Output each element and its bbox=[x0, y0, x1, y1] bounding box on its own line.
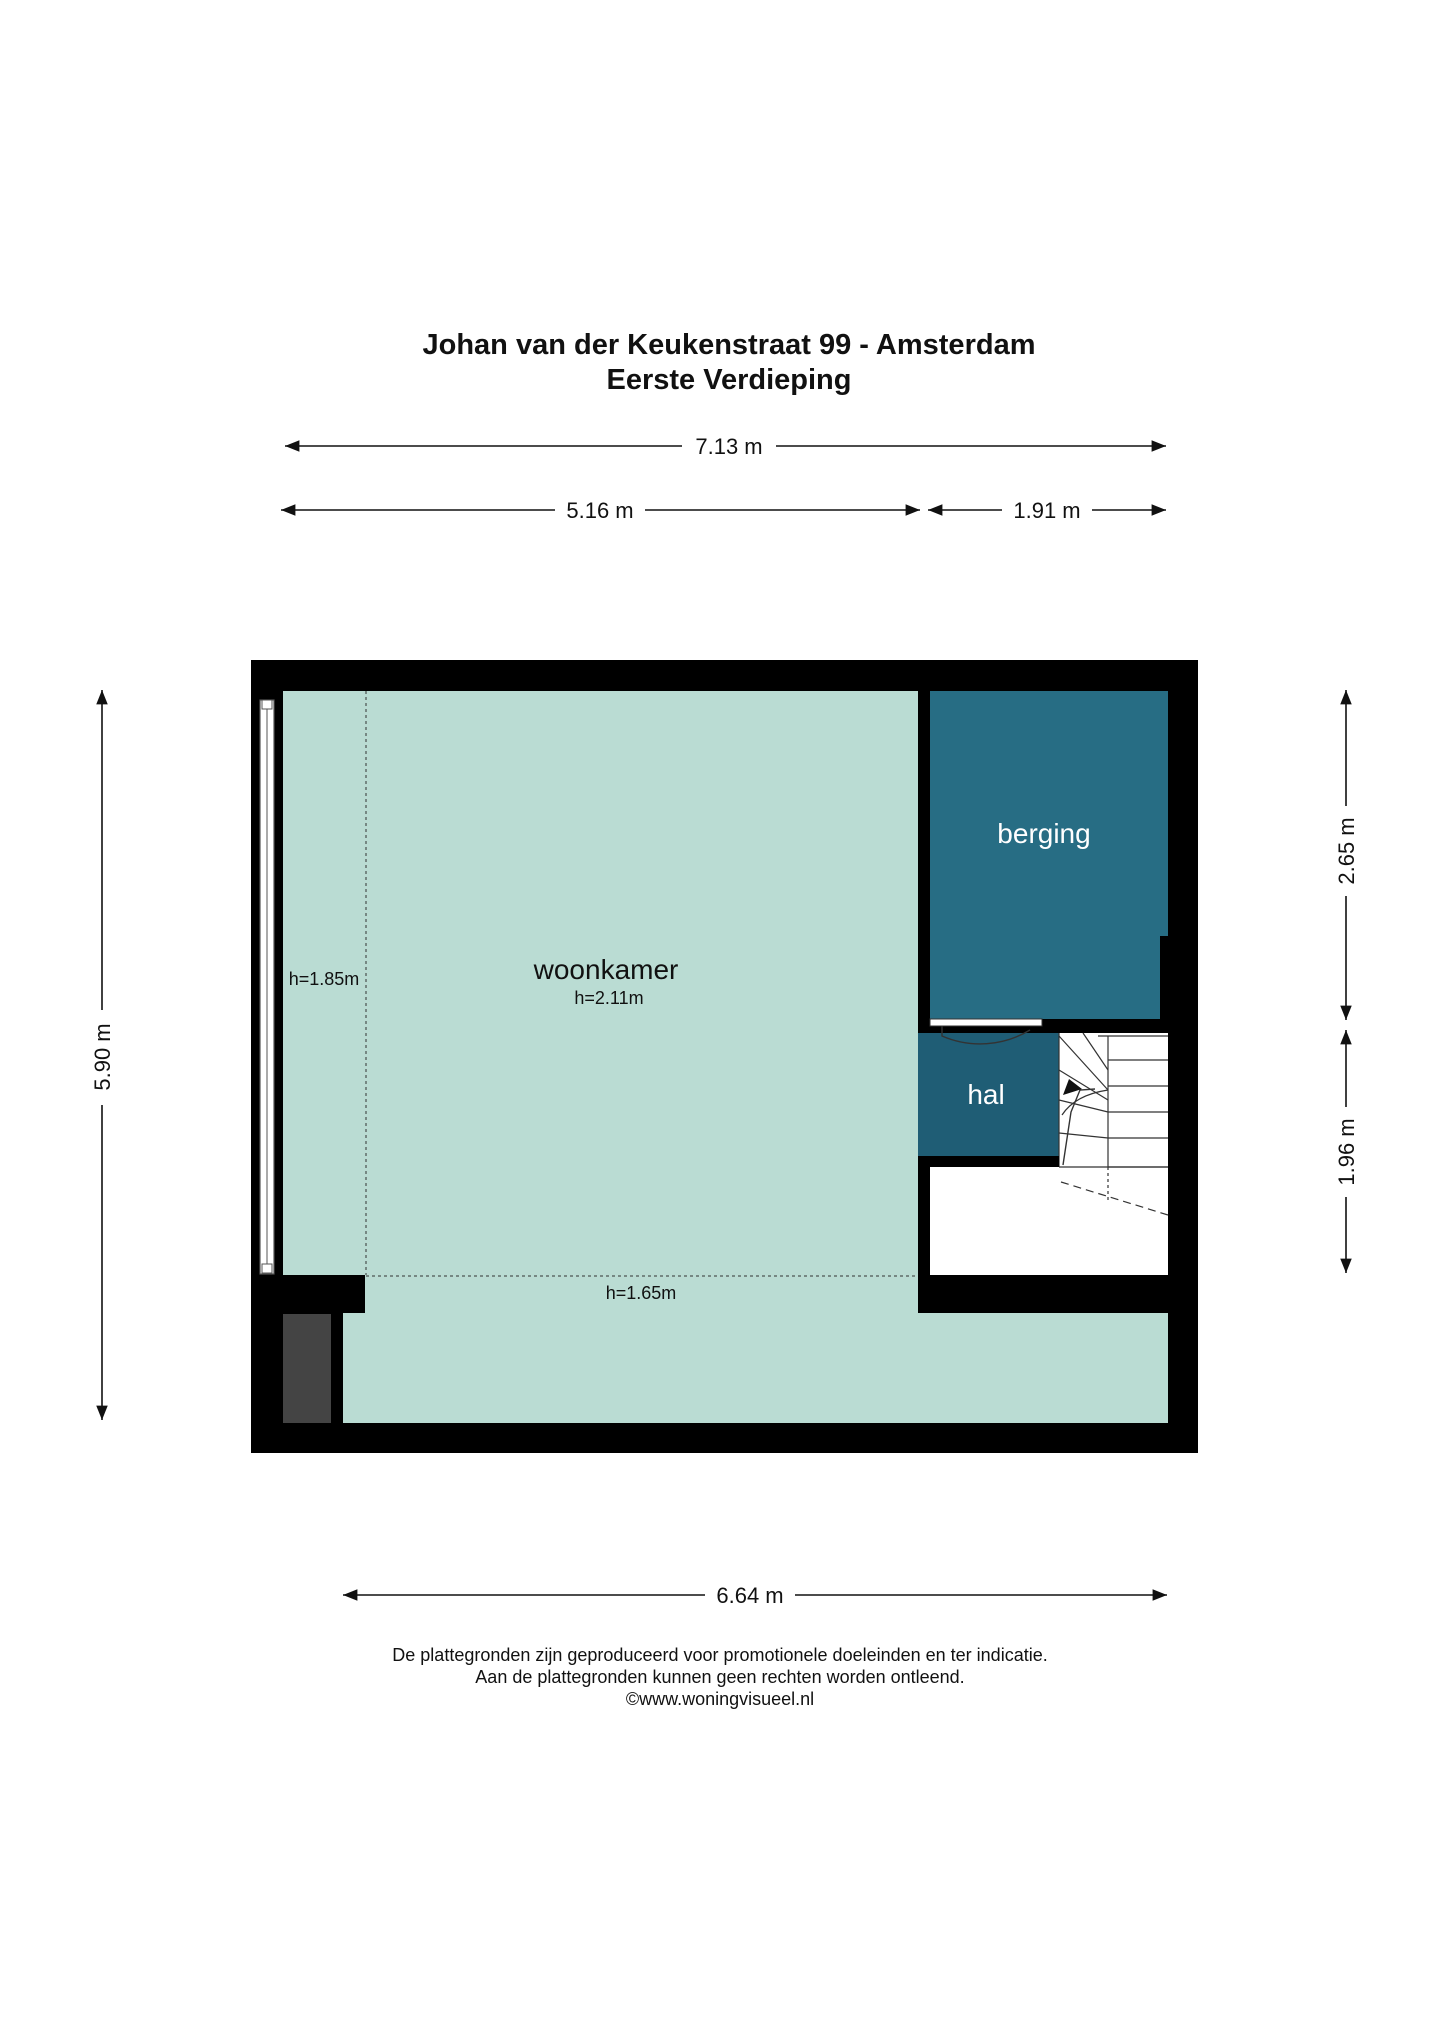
disclaimer-line-2: Aan de plattegronden kunnen geen rechten worden ontleend. bbox=[475, 1667, 965, 1687]
dimension-total-height bbox=[90, 690, 115, 1420]
dimension-left-width bbox=[281, 498, 920, 523]
hal-label: hal bbox=[967, 1079, 1005, 1110]
window-left bbox=[260, 700, 274, 1274]
disclaimer-line-1: De plattegronden zijn geproduceerd voor promotionele doeleinden en ter indicatie. bbox=[392, 1645, 1048, 1665]
bottom-width-label: 6.64 m bbox=[716, 1583, 784, 1608]
left-width-label: 5.16 m bbox=[566, 498, 634, 523]
dimension-total-width bbox=[285, 434, 1166, 459]
dimension-right-lower-height bbox=[1334, 1030, 1359, 1273]
dimension-right-width bbox=[928, 498, 1166, 523]
copyright-line: ©www.woningvisueel.nl bbox=[625, 1689, 815, 1709]
dimension-bottom-width bbox=[343, 1583, 1167, 1608]
address-title: Johan van der Keukenstraat 99 - Amsterdam bbox=[422, 329, 1036, 361]
total-height-label: 5.90 m bbox=[90, 1023, 115, 1091]
dimension-right-upper-height bbox=[1334, 690, 1359, 1020]
right-width-label: 1.91 m bbox=[1013, 498, 1081, 523]
attic-strip bbox=[343, 1313, 1168, 1423]
right-lower-height-label: 1.96 m bbox=[1334, 1118, 1359, 1186]
berging-label: berging bbox=[997, 818, 1091, 849]
total-width-label: 7.13 m bbox=[695, 434, 763, 459]
berging-room bbox=[930, 691, 1168, 936]
woonkamer-label: woonkamer bbox=[533, 954, 679, 985]
left-slope-height: h=1.85m bbox=[288, 969, 360, 989]
wall-segment-hal bbox=[918, 1156, 1059, 1167]
right-upper-height-label: 2.65 m bbox=[1334, 817, 1359, 885]
berging-room-lower bbox=[930, 936, 1160, 1019]
chimney bbox=[283, 1314, 331, 1423]
woonkamer-height: h=2.11m bbox=[574, 988, 644, 1008]
floor-title: Eerste Verdieping bbox=[606, 364, 852, 396]
bottom-slope-height: h=1.65m bbox=[605, 1283, 677, 1303]
